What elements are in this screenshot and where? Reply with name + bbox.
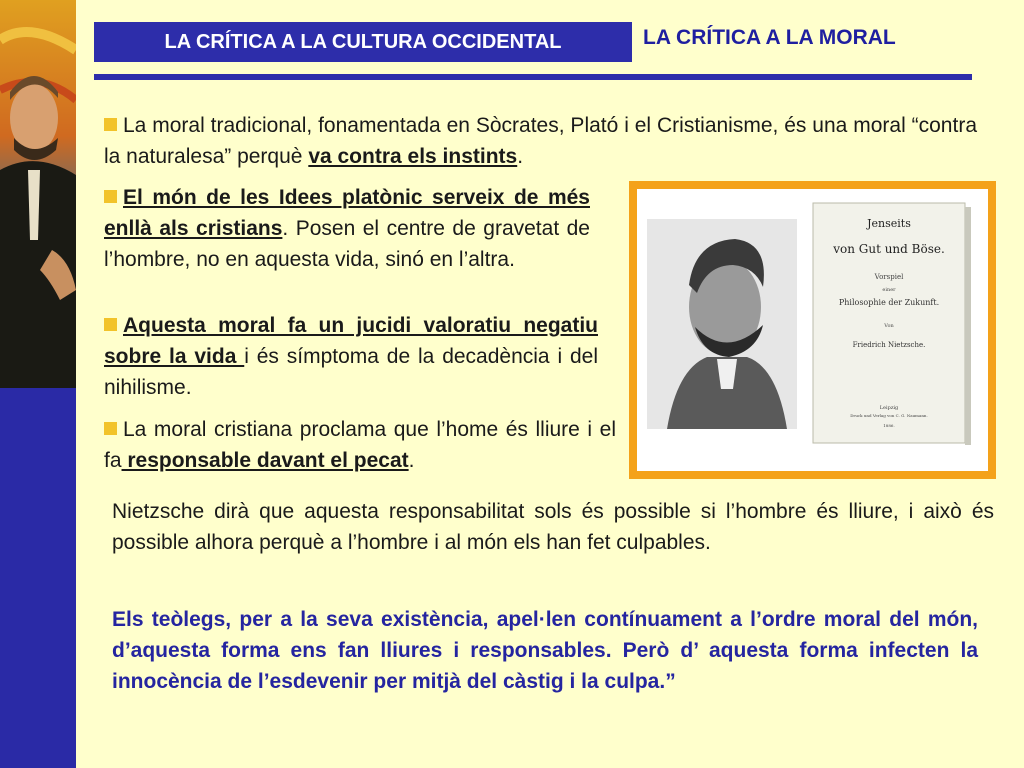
bullet-1-end: . xyxy=(517,145,524,168)
bullet-paragraph-1 xyxy=(104,110,977,172)
book-line-4: einer xyxy=(882,287,896,293)
bullet-1-emphasis: va contra els instints xyxy=(308,145,518,168)
nietzsche-paragraph: Nietzsche dirà que aquesta responsabilitat sols és possible si l’hombre és lliure, i això és possible alhora perquè a l’hombre i al món els han fet culpables. xyxy=(112,500,994,554)
section-title-box xyxy=(94,22,632,62)
bullet-4-emphasis: responsable davant el pecat xyxy=(121,449,409,472)
bullet-paragraph-4 xyxy=(104,414,616,476)
bullet-square-icon xyxy=(104,422,117,435)
bullet-2-emphasis: El món de les Idees platònic serveix de més enllà als cristians xyxy=(104,186,590,240)
bullet-square-icon xyxy=(104,190,117,203)
bullet-square-icon xyxy=(104,318,117,331)
book-line-3: Vorspiel xyxy=(874,273,904,281)
book-line-1: Jenseits xyxy=(867,217,911,230)
nietzsche-image-frame xyxy=(629,181,996,479)
book-line-5: Philosophie der Zukunft. xyxy=(838,298,940,307)
bullet-1-text: La moral tradicional, fonamentada en Sòcrates, Plató i el Cristianisme, és una moral “contra la naturalesa” perquè xyxy=(104,114,977,168)
header-divider xyxy=(94,74,972,80)
bullet-3-emphasis: Aquesta moral fa un jucidi valoratiu negatiu sobre la vida xyxy=(104,314,598,368)
book-line-6: Von xyxy=(884,323,894,329)
bullet-square-icon xyxy=(104,118,117,131)
bullet-2-text: . Posen el centre de gravetat de l’hombre, no en aquesta vida, sinó en l’altra. xyxy=(104,217,590,271)
book-line-7: Friedrich Nietzsche. xyxy=(852,341,926,349)
book-line-2: von Gut und Böse. xyxy=(833,242,945,256)
book-title-page xyxy=(813,203,971,445)
book-line-8: Leipzig xyxy=(879,405,899,411)
painted-portrait-image xyxy=(0,0,76,388)
bullet-paragraph-3 xyxy=(104,310,598,403)
nietzsche-photo-and-book-image xyxy=(637,189,988,471)
section-title: LA CRÍTICA A LA CULTURA OCCIDENTAL xyxy=(164,30,562,53)
bullet-paragraph-2 xyxy=(104,182,590,275)
slide-subtitle: LA CRÍTICA A LA MORAL xyxy=(643,26,896,49)
bullet-3-text: i és símptoma de la decadència i del nihilisme. xyxy=(104,345,598,399)
bullet-4-text: La moral cristiana proclama que l’home és lliure i el fa xyxy=(104,418,616,472)
nietzsche-portrait-photo xyxy=(647,219,797,429)
bullet-4-end: . xyxy=(408,449,415,472)
theologians-quote: Els teòlegs, per a la seva existència, apel·len contínuament a l’ordre moral del món, d’aquesta forma ens fan lliures i responsables. Però d’ aquesta forma infecten la innocència de l’esdevenir per mitjà del càstig i la culpa.” xyxy=(112,608,978,693)
book-line-9: Druck und Verlag von C. G. Naumann. xyxy=(850,413,928,418)
book-line-10: 1886. xyxy=(883,423,895,428)
